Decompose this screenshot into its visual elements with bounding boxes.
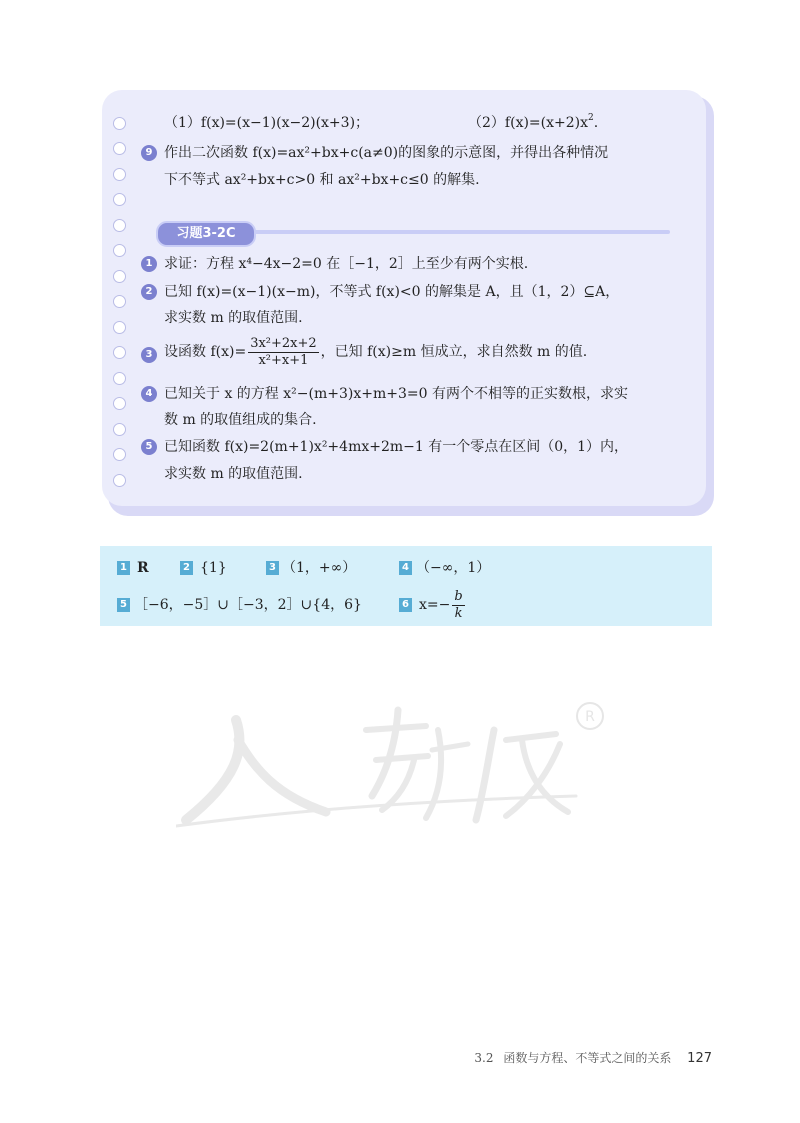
answer-1: R — [137, 560, 149, 576]
answer-3: （1，+∞） — [282, 560, 357, 576]
registered-mark: R — [585, 709, 595, 725]
section-rule — [240, 230, 670, 234]
publisher-watermark-logo — [176, 700, 616, 830]
item3-tail: ，已知 f(x)≥m 恒成立，求自然数 m 的值. — [320, 344, 588, 360]
item9-line1: 作出二次函数 f(x)=ax²+bx+c(a≠0)的图象的示意图，并得出各种情况 — [164, 145, 609, 161]
item5-line1: 已知函数 f(x)=2(m+1)x²+4mx+2m−1 有一个零点在区间（0，1）内， — [164, 439, 629, 455]
item3-fraction — [248, 336, 318, 369]
binder-hole — [113, 270, 126, 283]
answer-number-badge: 5 — [117, 598, 130, 612]
answer-number-badge: 4 — [399, 561, 412, 575]
page-footer — [474, 1049, 712, 1066]
fraction-denominator: k — [454, 605, 463, 621]
binder-hole — [113, 346, 126, 359]
item-number-badge: 1 — [141, 256, 157, 272]
binder-hole — [113, 321, 126, 334]
footer-section-title: 函数与方程、不等式之间的关系 — [503, 1051, 672, 1065]
prev-item-part2 — [468, 113, 598, 133]
part2-expression: f(x)=(x+2)x — [504, 115, 589, 131]
binder-hole — [113, 448, 126, 461]
part2-end: . — [593, 115, 599, 131]
binder-hole — [113, 474, 126, 487]
binder-hole — [113, 193, 126, 206]
item-number-badge: 2 — [141, 284, 157, 300]
prev-item-part1 — [164, 113, 369, 133]
item2-line2: 求实数 m 的取值范围. — [164, 310, 303, 326]
binder-hole — [113, 244, 126, 257]
binder-hole — [113, 295, 126, 308]
page-number: 127 — [687, 1051, 712, 1066]
fraction-numerator: b — [454, 588, 463, 604]
answer-number-badge: 6 — [399, 598, 412, 612]
item9-line2: 下不等式 ax²+bx+c>0 和 ax²+bx+c≤0 的解集. — [164, 172, 480, 188]
binder-hole — [113, 219, 126, 232]
item-number-badge: 4 — [141, 386, 157, 402]
binder-hole — [113, 372, 126, 385]
fraction-numerator: 3x²+2x+2 — [250, 335, 317, 351]
answer-5: ［−6，−5］∪［−3，2］∪{4，6} — [134, 597, 362, 613]
binder-hole — [113, 423, 126, 436]
fraction-denominator: x²+x+1 — [258, 352, 309, 368]
answer-number-badge: 2 — [180, 561, 193, 575]
binder-hole — [113, 117, 126, 130]
item3-line1 — [164, 335, 587, 369]
item2-line1: 已知 f(x)=(x−1)(x−m)，不等式 f(x)<0 的解集是 A，且（1，2）⊆A， — [164, 284, 620, 300]
binder-hole — [113, 397, 126, 410]
answer6-fraction — [452, 589, 464, 622]
item4-line2: 数 m 的取值组成的集合. — [164, 412, 317, 428]
item-number-badge: 5 — [141, 439, 157, 455]
item1-line1: 求证：方程 x⁴−4x−2=0 在［−1，2］上至少有两个实根. — [164, 256, 529, 272]
part1-expression: f(x)=(x−1)(x−2)(x+3)； — [200, 115, 370, 131]
answer-6 — [419, 588, 467, 622]
section-label: 习题3-2C — [156, 221, 256, 247]
answer-number-badge: 3 — [266, 561, 279, 575]
answer6-lead: x=− — [419, 597, 451, 613]
binder-hole — [113, 168, 126, 181]
part2-exponent: 2 — [588, 113, 594, 123]
footer-section-number: 3.2 — [474, 1051, 494, 1065]
binder-hole — [113, 142, 126, 155]
item5-line2: 求实数 m 的取值范围. — [164, 466, 303, 482]
answer-4: （−∞，1） — [416, 560, 491, 576]
item3-lead: 设函数 f(x)= — [164, 344, 247, 360]
answer-number-badge: 1 — [117, 561, 130, 575]
answer-2: {1} — [200, 560, 227, 576]
item-number-badge: 9 — [141, 145, 157, 161]
item-number-badge: 3 — [141, 347, 157, 363]
item4-line1: 已知关于 x 的方程 x²−(m+3)x+m+3=0 有两个不相等的正实数根，求实 — [164, 386, 628, 402]
part2-label: （2） — [468, 115, 505, 131]
part1-label: （1） — [164, 115, 201, 131]
